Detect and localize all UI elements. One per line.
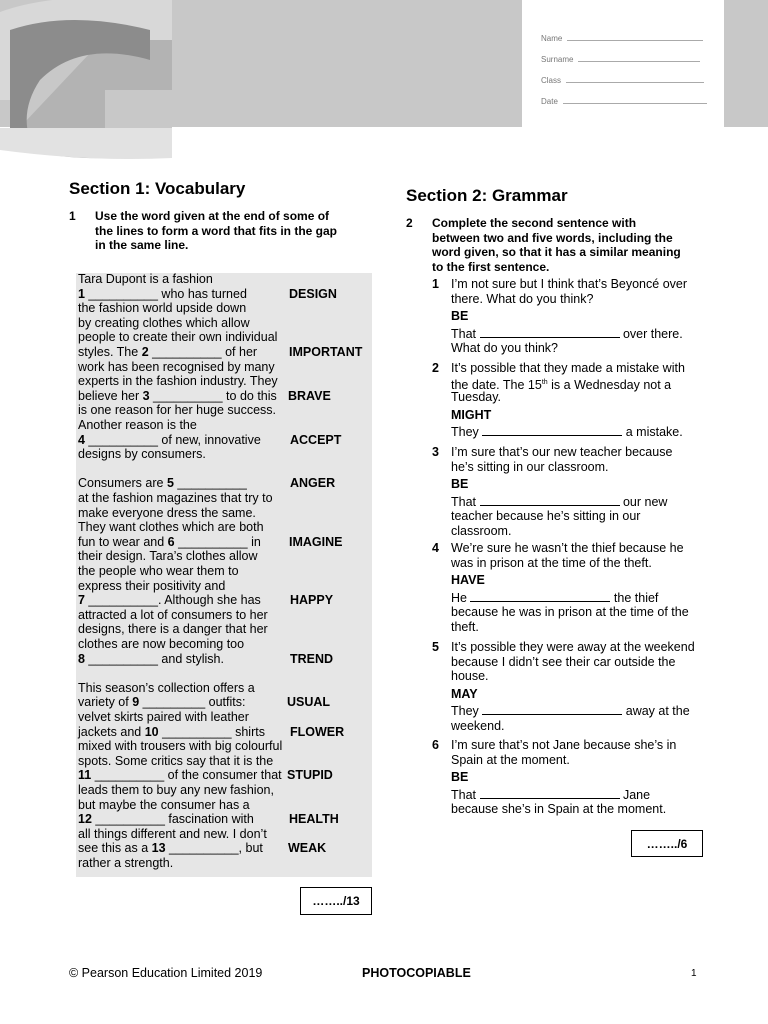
ordinal-suffix: th (541, 378, 548, 386)
grammar-sentence-line: because I didn’t see their car outside the (451, 654, 676, 669)
grammar-sentence-line: there. What do you think? (451, 291, 594, 306)
vocabulary-text-line: see this as a 13 __________, but (78, 841, 263, 856)
header-right-strip (724, 0, 768, 127)
section2-title: Section 2: Grammar (406, 186, 568, 205)
section1-instruction: 1 Use the word given at the end of some of the lines to form a word that fits in the gap in the same line. (69, 209, 338, 252)
vocabulary-word: HEALTH (289, 812, 339, 827)
gap-number: 2 (141, 345, 149, 359)
vocabulary-text-line: leads them to buy any new fashion, (78, 783, 274, 797)
vocabulary-text-line: velvet skirts paired with leather (78, 710, 249, 724)
page-number: 1 (691, 968, 697, 979)
vocabulary-word: BRAVE (288, 388, 331, 403)
vocabulary-text-line: They want clothes which are both (78, 520, 264, 535)
grammar-key-word: MAY (451, 686, 478, 701)
grammar-item-number: 6 (432, 738, 439, 752)
vocabulary-word: FLOWER (290, 724, 345, 739)
grammar-answer-line: theft. (451, 620, 479, 634)
vocabulary-text-line: rather a strength. (78, 856, 174, 870)
answer-blank[interactable] (480, 327, 620, 338)
vocabulary-text-line: work has been recognised by many (78, 359, 275, 374)
vocabulary-text-line: but maybe the consumer has a (78, 797, 250, 812)
vocabulary-word: STUPID (287, 768, 333, 783)
vocabulary-text-line: Another reason is the (78, 418, 197, 432)
grammar-answer-line: What do you think? (451, 341, 559, 356)
gap-number: 3 (142, 388, 150, 403)
grammar-sentence-line: the date. The 15th is a Wednesday not a (451, 377, 672, 392)
vocabulary-word: ACCEPT (290, 432, 342, 447)
answer-blank[interactable] (482, 425, 622, 436)
grammar-key-word: MIGHT (451, 407, 492, 422)
section1-score-box: ……../13 (300, 887, 372, 915)
grammar-sentence-line: I’m not sure but I think that’s Beyoncé over (451, 277, 688, 291)
gap-number: 6 (167, 534, 175, 549)
grammar-answer-line: weekend. (451, 719, 505, 733)
vocabulary-text-line: make everyone dress the same. (78, 505, 256, 520)
gap-number: 13 (151, 841, 166, 856)
grammar-answer-line: They a mistake. (451, 425, 683, 440)
grammar-item-number: 4 (432, 541, 439, 555)
grammar-sentence-line: Spain at the moment. (451, 752, 570, 767)
grammar-answer-line: because he was in prison at the time of the (451, 605, 689, 620)
g-logo-icon (0, 0, 300, 160)
vocabulary-text-line: jackets and 10 __________ shirts (78, 724, 265, 739)
vocabulary-word: USUAL (287, 695, 331, 710)
class-field[interactable]: Class (541, 76, 704, 85)
vocabulary-text-line: variety of 9 _________ outfits: (78, 695, 246, 710)
grammar-key-word: BE (451, 770, 469, 785)
gap-number: 7 (78, 593, 85, 608)
grammar-item-number: 3 (432, 445, 439, 459)
gap-number: 1 (78, 286, 85, 301)
gap-number: 9 (132, 695, 140, 710)
answer-blank[interactable] (482, 704, 622, 715)
vocabulary-word: WEAK (288, 841, 327, 856)
vocabulary-text-line: clothes are now becoming too (78, 637, 245, 651)
vocabulary-text-line: spots. Some critics say that it is the (78, 753, 274, 768)
grammar-key-word: BE (451, 309, 469, 324)
gap-number: 10 (144, 724, 159, 739)
grammar-answer-line: That over there. (451, 326, 683, 341)
vocabulary-text-line: believe her 3 __________ to do this (78, 388, 277, 403)
vocabulary-text-line: their design. Tara’s clothes allow (78, 549, 258, 564)
vocabulary-text-line: Tara Dupont is a fashion (78, 272, 213, 286)
vocabulary-text-line: the fashion world upside down (78, 301, 247, 316)
grammar-sentence-line: It’s possible that they made a mistake with (451, 361, 685, 375)
grammar-sentence-line: I’m sure that’s not Jane because she’s in (451, 738, 677, 752)
vocabulary-text-line: 11 __________ of the consumer that (78, 768, 282, 783)
section1-title: Section 1: Vocabulary (69, 179, 246, 198)
vocabulary-text-line: 12 __________ fascination with (78, 812, 254, 827)
vocabulary-word: TREND (290, 651, 334, 666)
grammar-answer-line: because she’s in Spain at the moment. (451, 802, 667, 817)
vocabulary-text-line: mixed with trousers with big colourful (78, 739, 283, 754)
name-field[interactable]: Name (541, 34, 703, 43)
date-field[interactable]: Date (541, 97, 707, 106)
vocabulary-text-line: designs by consumers. (78, 447, 206, 462)
vocabulary-text-line: the people who wear them to (78, 564, 239, 578)
answer-blank[interactable] (470, 591, 610, 602)
section2-instruction: 2 Complete the second sentence with between two and five words, including the word given, so that it has a similar meaning to the first sentence. (406, 216, 681, 274)
answer-blank[interactable] (480, 495, 620, 506)
grammar-sentence-line: house. (451, 669, 489, 684)
grammar-answer-line: They away at the (451, 704, 690, 719)
grammar-sentence-line: was in prison at the time of the theft. (451, 555, 652, 570)
section2-score-box: ……../6 (631, 830, 703, 857)
vocabulary-text-line: 4 __________ of new, innovative (78, 432, 261, 447)
gap-number: 12 (78, 812, 92, 827)
vocabulary-text-line: 8 __________ and stylish. (78, 651, 224, 666)
vocabulary-text-line: people to create their own individual (78, 330, 278, 345)
grammar-answer-line: teacher because he’s sitting in our (451, 509, 641, 524)
grammar-key-word: BE (451, 477, 469, 492)
vocabulary-text-line: express their positivity and (78, 578, 226, 593)
grammar-answer-line: He the thief (451, 590, 659, 605)
grammar-key-word: HAVE (451, 573, 485, 588)
grammar-answer-line: That Jane (451, 787, 651, 802)
vocabulary-text-line: fun to wear and 6 __________ in (78, 534, 261, 549)
vocabulary-word: HAPPY (290, 593, 334, 608)
grammar-sentence-line: We’re sure he wasn’t the thief because he (451, 541, 684, 555)
gap-number: 8 (78, 651, 85, 666)
copyright-text: © Pearson Education Limited 2019 (69, 966, 263, 980)
grammar-sentence-line: he’s sitting in our classroom. (451, 459, 609, 474)
vocabulary-word: ANGER (290, 476, 336, 491)
gap-number: 4 (78, 432, 85, 447)
vocabulary-text-line: all things different and new. I don’t (78, 826, 267, 841)
vocabulary-word: IMPORTANT (289, 345, 363, 359)
vocabulary-text-line: This season’s collection offers a (78, 680, 255, 695)
vocabulary-word: IMAGINE (289, 534, 343, 549)
grammar-sentence-line: I’m sure that’s our new teacher because (451, 445, 673, 459)
grammar-item-number: 2 (432, 361, 439, 375)
gap-number: 5 (166, 476, 174, 491)
vocabulary-text-line: 7 __________. Although she has (78, 593, 261, 608)
grammar-sentence-line: Tuesday. (451, 390, 502, 405)
vocabulary-text-line: experts in the fashion industry. They (78, 374, 278, 389)
student-details-box (522, 0, 724, 128)
vocabulary-text-line: designs, there is a danger that her (78, 622, 268, 637)
vocabulary-text-line: by creating clothes which allow (78, 315, 250, 330)
grammar-answer-line: That our new (451, 494, 668, 509)
vocabulary-text-line: is one reason for her huge success. (78, 403, 277, 418)
photocopiable-label: PHOTOCOPIABLE (362, 966, 471, 980)
surname-field[interactable]: Surname (541, 55, 700, 64)
vocabulary-text-line: styles. The 2 __________ of her (78, 345, 258, 359)
answer-blank[interactable] (480, 788, 620, 799)
vocabulary-text-line: attracted a lot of consumers to her (78, 607, 268, 622)
gap-number: 11 (78, 768, 92, 783)
vocabulary-text-line: at the fashion magazines that try to (78, 491, 273, 505)
grammar-answer-line: classroom. (451, 524, 512, 538)
grammar-item-number: 5 (432, 640, 439, 654)
grammar-item-number: 1 (432, 277, 439, 291)
vocabulary-text-line: 1 __________ who has turned (78, 286, 247, 301)
vocabulary-text-line: Consumers are 5 __________ (78, 476, 247, 491)
vocabulary-word: DESIGN (289, 286, 337, 301)
grammar-sentence-line: It’s possible they were away at the weekend (451, 640, 695, 654)
